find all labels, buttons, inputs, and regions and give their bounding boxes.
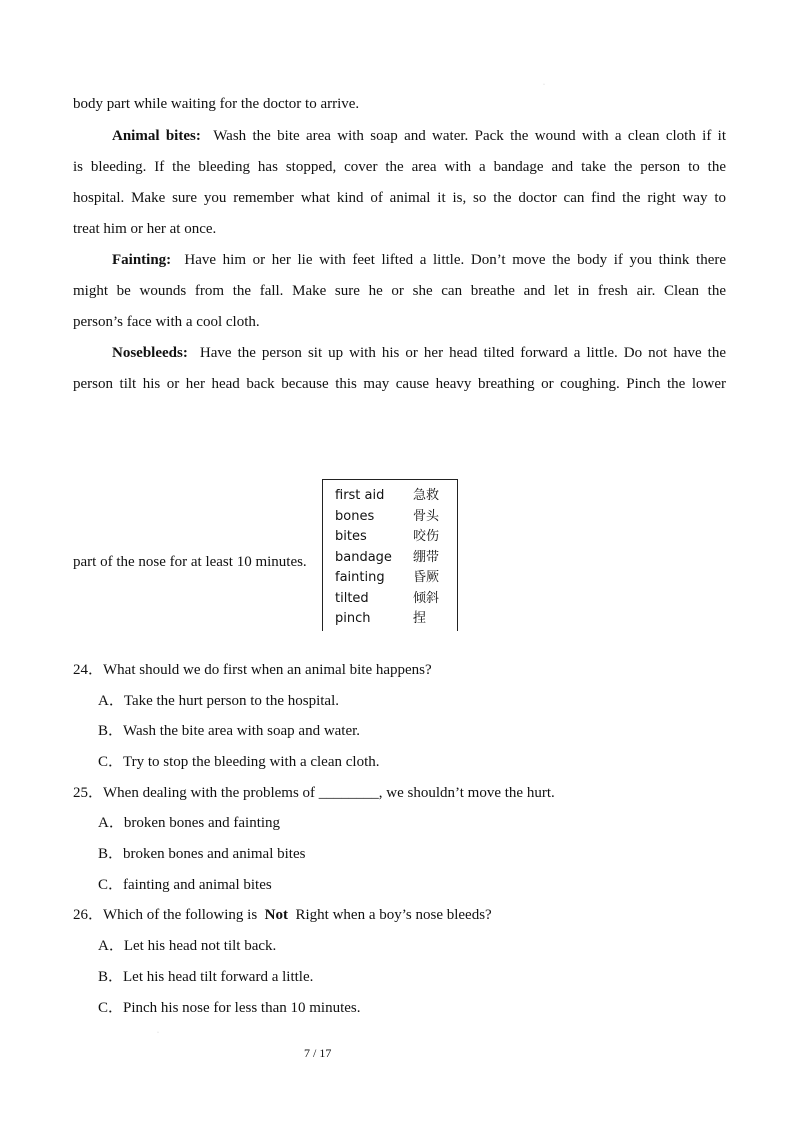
glossary-row: bones 骨头 bbox=[335, 509, 440, 524]
option-26a: A．Let his head not tilt back. bbox=[98, 938, 277, 954]
question-stem: What should we do first when an animal bite happens? bbox=[103, 662, 432, 678]
question-number: 25． bbox=[73, 785, 104, 801]
option-24a: A．Take the hurt person to the hospital. bbox=[98, 693, 339, 709]
glossary-box bbox=[322, 479, 458, 631]
question-number: 26． bbox=[73, 907, 104, 923]
glossary-row: pinch 捏 bbox=[335, 611, 427, 626]
question-stem: When dealing with the problems of ________, we shouldn’t move the hurt. bbox=[103, 785, 555, 801]
option-26c: C．Pinch his nose for less than 10 minutes. bbox=[98, 1000, 361, 1016]
option-24c: C．Try to stop the bleeding with a clean cloth. bbox=[98, 754, 380, 770]
option-24b: B．Wash the bite area with soap and water. bbox=[98, 723, 361, 739]
passage-line: part of the nose for at least 10 minutes. bbox=[73, 554, 307, 570]
question-26: 26．Which of the following is Not Right when a boy’s nose bleeds? bbox=[73, 907, 492, 923]
glossary-row: first aid 急救 bbox=[335, 488, 440, 503]
animal-bites-line: Animal bites: Wash the bite area with soap and water. Pack the wound with a clean cloth if it bbox=[112, 128, 727, 144]
emphasis-not: Not bbox=[264, 907, 288, 923]
glossary-row: fainting 昏厥 bbox=[335, 570, 440, 585]
fainting-line: Fainting: Have him or her lie with feet lifted a little. Don’t move the body if you think there bbox=[112, 252, 727, 268]
scan-mark: · bbox=[157, 1030, 159, 1036]
glossary-row: bandage 绷带 bbox=[335, 550, 440, 565]
fainting-heading: Fainting: bbox=[112, 252, 172, 268]
nosebleeds-line: Nosebleeds: Have the person sit up with his or her head tilted forward a little. Do not have the bbox=[112, 345, 726, 361]
scan-mark: · bbox=[543, 82, 545, 88]
question-number: 24． bbox=[73, 662, 104, 678]
option-25b: B．broken bones and animal bites bbox=[98, 846, 306, 862]
question-24 bbox=[73, 658, 432, 679]
passage-line: hospital. Make sure you remember what kind of animal it is, so the doctor can find the right way to bbox=[73, 190, 726, 206]
passage-line: is bleeding. If the bleeding has stopped, cover the area with a bandage and take the person to the bbox=[73, 159, 726, 175]
animal-bites-heading: Animal bites: bbox=[112, 128, 201, 144]
glossary-row: bites 咬伤 bbox=[335, 529, 440, 544]
nosebleeds-heading: Nosebleeds: bbox=[112, 345, 188, 361]
passage-line: treat him or her at once. bbox=[73, 221, 217, 237]
option-26b: B．Let his head tilt forward a little. bbox=[98, 969, 314, 985]
page-number: 7 / 17 bbox=[304, 1046, 332, 1060]
question-25 bbox=[73, 781, 555, 802]
passage-line: body part while waiting for the doctor to arrive. bbox=[73, 96, 360, 112]
passage-line: might be wounds from the fall. Make sure he or she can breathe and let in fresh air. Clean the bbox=[73, 283, 726, 299]
passage-line: person tilt his or her head back because this may cause heavy breathing or coughing. Pinch the lower bbox=[73, 376, 726, 392]
passage-line: person’s face with a cool cloth. bbox=[73, 314, 260, 330]
option-25c: C．fainting and animal bites bbox=[98, 877, 272, 893]
glossary-row: tilted 倾斜 bbox=[335, 591, 440, 606]
option-25a: A．broken bones and fainting bbox=[98, 815, 281, 831]
